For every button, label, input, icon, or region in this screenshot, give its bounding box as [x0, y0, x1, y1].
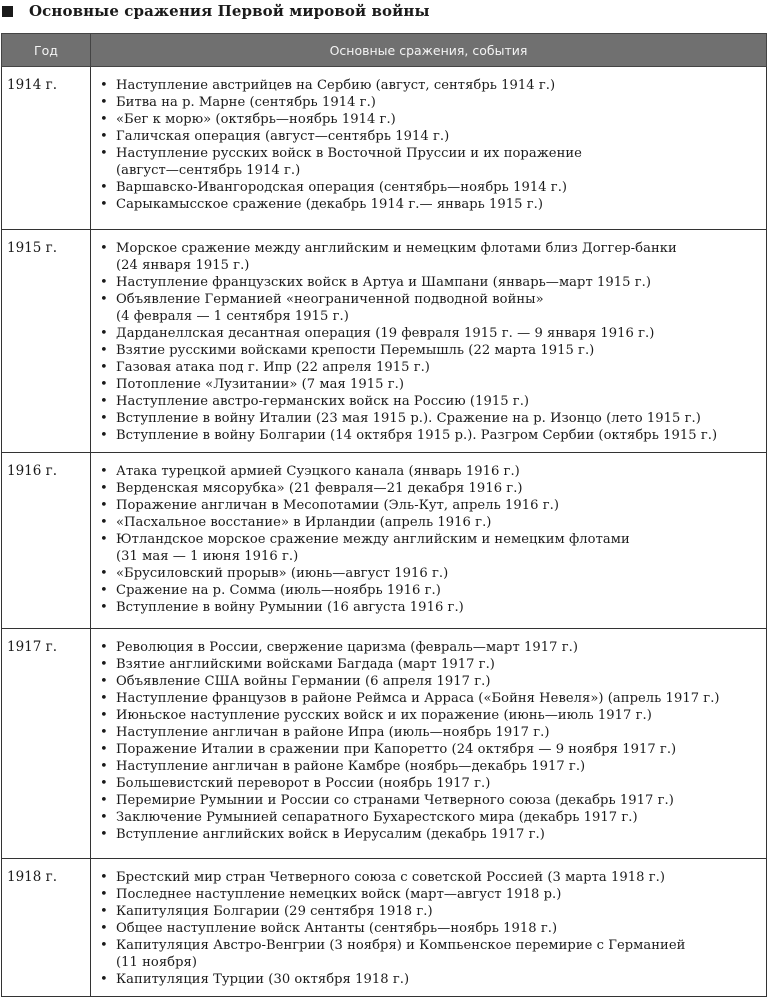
list-item — [99, 145, 762, 179]
list-item — [99, 128, 762, 145]
event-text-line: «Пасхальное восстание» в Ирландии (апрель 1916 г.) — [116, 515, 492, 530]
bullet-icon: • — [100, 515, 108, 530]
bullet-icon: • — [100, 360, 108, 375]
bullet-icon: • — [100, 938, 108, 953]
event-text-line: Дарданеллская десантная операция (19 февраля 1915 г. — 9 января 1916 г.) — [116, 326, 655, 341]
list-item — [99, 656, 762, 673]
list-item — [99, 673, 762, 690]
events-column-header: Основные сражения, события — [91, 34, 767, 67]
event-text-line: Большевистский переворот в России (ноябрь 1917 г.) — [116, 776, 491, 791]
bullet-icon: • — [100, 343, 108, 358]
event-text-line: Потопление «Лузитании» (7 мая 1915 г.) — [116, 377, 405, 392]
bullet-icon: • — [100, 146, 108, 161]
year-cell: 1915 г. — [2, 230, 91, 453]
event-text-line: (август—сентябрь 1914 г.) — [116, 163, 301, 178]
event-text-line: Взятие русскими войсками крепости Перемышль (22 марта 1915 г.) — [116, 343, 595, 358]
event-text-line: Верденская мясорубка» (21 февраля—21 декабря 1916 г.) — [116, 481, 523, 496]
event-text-line: Поражение англичан в Месопотамии (Эль-Кут, апрель 1916 г.) — [116, 498, 559, 513]
list-item — [99, 971, 762, 988]
list-item — [99, 690, 762, 707]
bullet-icon: • — [100, 498, 108, 513]
event-text-line: Наступление англичан в районе Ипра (июль—ноябрь 1917 г.) — [116, 725, 550, 740]
bullet-icon: • — [100, 725, 108, 740]
event-text-line: Наступление французских войск в Артуа и Шампани (январь—март 1915 г.) — [116, 275, 651, 290]
event-text-line: Атака турецкой армией Суэцкого канала (январь 1916 г.) — [116, 464, 520, 479]
list-item — [99, 240, 762, 274]
list-item — [99, 325, 762, 342]
events-cell — [91, 67, 767, 230]
bullet-icon: • — [100, 887, 108, 902]
bullet-icon: • — [100, 180, 108, 195]
bullet-icon: • — [100, 640, 108, 655]
list-item — [99, 427, 762, 444]
list-item — [99, 886, 762, 903]
event-text-line: «Брусиловский прорыв» (июнь—август 1916 г.) — [116, 566, 449, 581]
list-item — [99, 775, 762, 792]
event-text-line: Битва на р. Марне (сентябрь 1914 г.) — [116, 95, 376, 110]
bullet-icon: • — [100, 464, 108, 479]
bullet-icon: • — [100, 411, 108, 426]
bullet-icon: • — [100, 827, 108, 842]
event-text-line: Капитуляция Турции (30 октября 1918 г.) — [116, 972, 410, 987]
list-item — [99, 342, 762, 359]
list-item — [99, 920, 762, 937]
table-row — [2, 859, 767, 997]
bullet-icon: • — [100, 691, 108, 706]
list-item — [99, 196, 762, 213]
list-item — [99, 497, 762, 514]
table-row — [2, 453, 767, 629]
list-item — [99, 758, 762, 775]
event-text-line: Вступление в войну Болгарии (14 октября 1915 р.). Разгром Сербии (октябрь 1915 г.) — [116, 428, 718, 443]
year-column-header: Год — [2, 34, 91, 67]
bullet-icon: • — [100, 566, 108, 581]
bullet-icon: • — [100, 904, 108, 919]
bullet-icon: • — [100, 657, 108, 672]
event-text-line: Июньское наступление русских войск и их поражение (июнь—июль 1917 г.) — [116, 708, 652, 723]
event-text-line: Вступление английских войск в Иерусалим (декабрь 1917 г.) — [116, 827, 545, 842]
table-row — [2, 67, 767, 230]
event-text-line: Общее наступление войск Антанты (сентябрь—ноябрь 1918 г.) — [116, 921, 558, 936]
table-header-row — [2, 34, 767, 67]
bullet-icon: • — [100, 112, 108, 127]
bullet-icon: • — [100, 674, 108, 689]
bullet-icon: • — [100, 583, 108, 598]
event-text-line: Перемирие Румынии и России со странами Четверного союза (декабрь 1917 г.) — [116, 793, 674, 808]
list-item — [99, 565, 762, 582]
event-text-line: Наступление англичан в районе Камбре (ноябрь—декабрь 1917 г.) — [116, 759, 586, 774]
page-title-row — [2, 0, 430, 22]
year-cell: 1917 г. — [2, 629, 91, 859]
bullet-icon: • — [100, 377, 108, 392]
event-text-line: Сарыкамысское сражение (декабрь 1914 г.— январь 1915 г.) — [116, 197, 544, 212]
list-item — [99, 937, 762, 971]
event-text-line: Ютландское морское сражение между английским и немецким флотами — [116, 532, 630, 547]
bullet-icon: • — [100, 870, 108, 885]
list-item — [99, 291, 762, 325]
list-item — [99, 903, 762, 920]
event-text-line: Брестский мир стран Четверного союза с советской Россией (3 марта 1918 г.) — [116, 870, 666, 885]
event-text-line: Капитуляция Болгарии (29 сентября 1918 г.) — [116, 904, 433, 919]
list-item — [99, 707, 762, 724]
event-text-line: Сражение на р. Сомма (июль—ноябрь 1916 г.) — [116, 583, 441, 598]
event-text-line: Вступление в войну Румынии (16 августа 1916 г.) — [116, 600, 464, 615]
list-item — [99, 463, 762, 480]
list-item — [99, 359, 762, 376]
bullet-icon: • — [100, 532, 108, 547]
event-text-line: (24 января 1915 г.) — [116, 258, 250, 273]
events-cell — [91, 629, 767, 859]
bullet-icon: • — [100, 129, 108, 144]
event-text-line: Капитуляция Австро-Венгрии (3 ноября) и Компьенское перемирие с Германией — [116, 938, 686, 953]
events-cell — [91, 453, 767, 629]
list-item — [99, 599, 762, 616]
bullet-icon: • — [100, 481, 108, 496]
event-text-line: «Бег к морю» (октябрь—ноябрь 1914 г.) — [116, 112, 396, 127]
event-text-line: (4 февраля — 1 сентября 1915 г.) — [116, 309, 349, 324]
list-item — [99, 826, 762, 843]
list-item — [99, 94, 762, 111]
event-text-line: Революция в России, свержение царизма (февраль—март 1917 г.) — [116, 640, 578, 655]
year-cell: 1916 г. — [2, 453, 91, 629]
battles-table — [1, 33, 767, 997]
events-list — [99, 639, 762, 843]
events-cell — [91, 230, 767, 453]
bullet-icon: • — [100, 326, 108, 341]
list-item — [99, 376, 762, 393]
bullet-icon: • — [100, 921, 108, 936]
list-item — [99, 741, 762, 758]
bullet-icon: • — [100, 776, 108, 791]
table-body — [2, 67, 767, 997]
bullet-icon: • — [100, 810, 108, 825]
table-row — [2, 230, 767, 453]
year-cell: 1918 г. — [2, 859, 91, 997]
event-text-line: Последнее наступление немецких войск (март—август 1918 р.) — [116, 887, 562, 902]
bullet-icon: • — [100, 428, 108, 443]
page-title: Основные сражения Первой мировой войны — [29, 2, 430, 20]
event-text-line: Наступление русских войск в Восточной Пруссии и их поражение — [116, 146, 582, 161]
list-item — [99, 179, 762, 196]
list-item — [99, 77, 762, 94]
event-text-line: Галичская операция (август—сентябрь 1914 г.) — [116, 129, 450, 144]
event-text-line: Наступление австрийцев на Сербию (август, сентябрь 1914 г.) — [116, 78, 556, 93]
event-text-line: Объявление США войны Германии (6 апреля 1917 г.) — [116, 674, 491, 689]
bullet-icon: • — [100, 95, 108, 110]
bullet-icon: • — [100, 742, 108, 757]
list-item — [99, 410, 762, 427]
list-item — [99, 393, 762, 410]
events-list — [99, 77, 762, 213]
event-text-line: Объявление Германией «неограниченной подводной войны» — [116, 292, 544, 307]
list-item — [99, 480, 762, 497]
list-item — [99, 809, 762, 826]
list-item — [99, 531, 762, 565]
event-text-line: Вступление в войну Италии (23 мая 1915 р.). Сражение на р. Изонцо (лето 1915 г.) — [116, 411, 701, 426]
list-item — [99, 582, 762, 599]
event-text-line: Наступление австро-германских войск на Россию (1915 г.) — [116, 394, 530, 409]
events-list — [99, 869, 762, 988]
event-text-line: Газовая атака под г. Ипр (22 апреля 1915 г.) — [116, 360, 430, 375]
list-item — [99, 111, 762, 128]
list-item — [99, 514, 762, 531]
bullet-icon: • — [100, 708, 108, 723]
list-item — [99, 639, 762, 656]
event-text-line: (11 ноября) — [116, 955, 197, 970]
bullet-icon: • — [100, 78, 108, 93]
list-item — [99, 792, 762, 809]
bullet-icon: • — [100, 972, 108, 987]
event-text-line: Заключение Румынией сепаратного Бухарестского мира (декабрь 1917 г.) — [116, 810, 638, 825]
list-item — [99, 869, 762, 886]
event-text-line: (31 мая — 1 июня 1916 г.) — [116, 549, 299, 564]
bullet-icon: • — [100, 600, 108, 615]
list-item — [99, 724, 762, 741]
bullet-icon: • — [100, 292, 108, 307]
event-text-line: Морское сражение между английским и немецким флотами близ Доггер-банки — [116, 241, 677, 256]
event-text-line: Поражение Италии в сражении при Капоретто (24 октября — 9 ноября 1917 г.) — [116, 742, 677, 757]
title-square-marker — [2, 6, 13, 17]
bullet-icon: • — [100, 759, 108, 774]
event-text-line: Наступление французов в районе Реймса и Арраса («Бойня Невеля») (апрель 1917 г.) — [116, 691, 720, 706]
events-list — [99, 240, 762, 444]
event-text-line: Взятие английскими войсками Багдада (март 1917 г.) — [116, 657, 495, 672]
events-list — [99, 463, 762, 616]
bullet-icon: • — [100, 275, 108, 290]
bullet-icon: • — [100, 241, 108, 256]
table-row — [2, 629, 767, 859]
list-item — [99, 274, 762, 291]
bullet-icon: • — [100, 793, 108, 808]
events-cell — [91, 859, 767, 997]
bullet-icon: • — [100, 394, 108, 409]
year-cell: 1914 г. — [2, 67, 91, 230]
bullet-icon: • — [100, 197, 108, 212]
event-text-line: Варшавско-Ивангородская операция (сентябрь—ноябрь 1914 г.) — [116, 180, 568, 195]
